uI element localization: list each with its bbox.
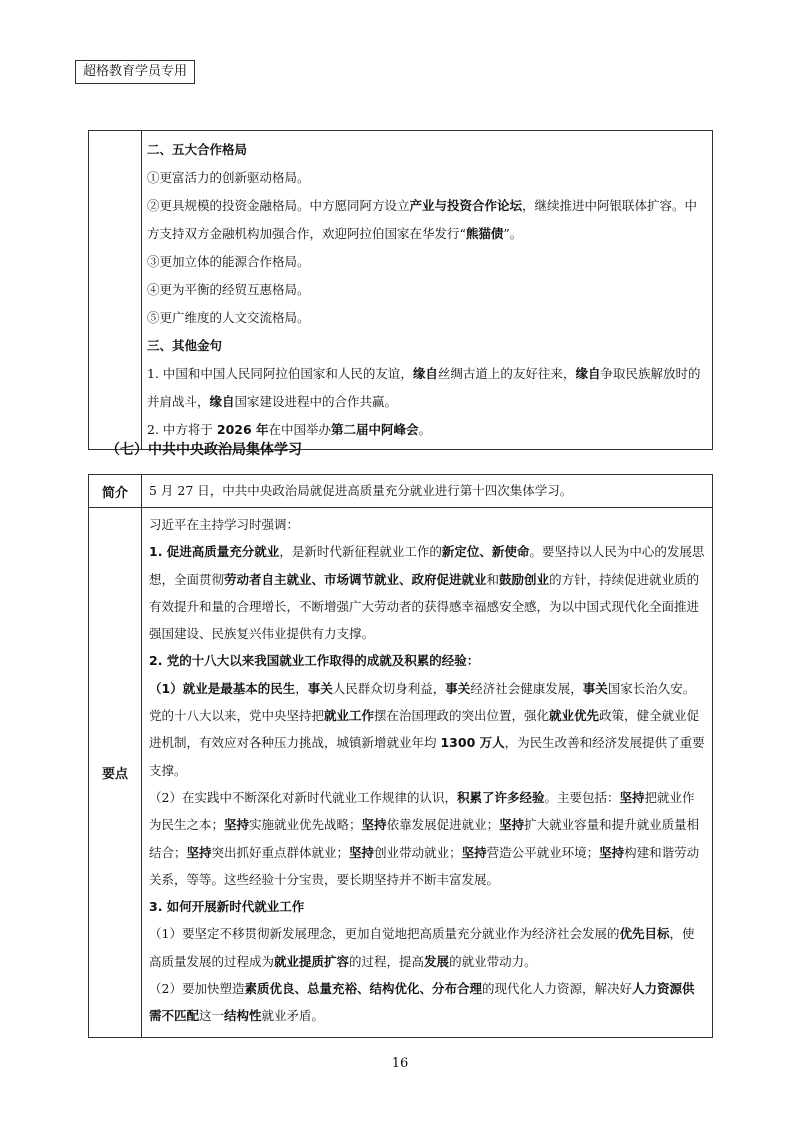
heading-other-quotes: 三、其他金句	[147, 338, 223, 353]
point-2-heading: 2. 党的十八大以来我国就业工作取得的成就及积累的经验：	[149, 653, 480, 669]
point-3-heading: 3. 如何开展新时代就业工作	[149, 899, 305, 915]
page-number: 16	[391, 1056, 409, 1071]
pattern-2: ②更具规模的投资金融格局。中方愿同阿方设立产业与投资合作论坛，继续推进中阿银联体扩容。中方支持双方金融机构加强合作，欢迎阿拉伯国家在华发行“熊猫债”。	[147, 198, 698, 241]
point-3-1: （1）要坚定不移贯彻新发展理念，更加自觉地把高质量充分就业作为经济社会发展的优先目标，使高质量发展的过程成为就业提质扩容的过程，提高发展的就业带动力。	[149, 926, 695, 969]
main-cell	[142, 508, 713, 1038]
point-2-1: （1）就业是最基本的民生，事关人民群众切身利益，事关经济社会健康发展，事关国家长治久安。党的十八大以来，党中央坚持把就业工作摆在治国理政的突出位置，强化就业优先政策，健全就业促进机制，有效应对各种压力挑战，城镇新增就业年均 1300 万人，为民生改善和经济发展提供了重要支撑。	[149, 680, 705, 778]
point-2-2: （2）在实践中不断深化对新时代就业工作规律的认识，积累了许多经验。主要包括：坚持把就业作为民生之本；坚持实施就业优先战略；坚持依靠发展促进就业；坚持扩大就业容量和提升就业质量相结合；坚持突出抓好重点群体就业；坚持创业带动就业；坚持营造公平就业环境；坚持构建和谐劳动关系，等等。这些经验十分宝贵，要长期坚持并不断丰富发展。	[149, 789, 700, 887]
lead-line: 习近平在主持学习时强调：	[149, 517, 300, 532]
pattern-5: ⑤更广维度的人文交流格局。	[147, 310, 310, 325]
summit-table	[88, 130, 713, 450]
heading-five-patterns: 二、五大合作格局	[147, 142, 248, 157]
intro-label: 简介	[89, 475, 142, 508]
pattern-4: ④更为平衡的经贸互惠格局。	[147, 282, 310, 297]
intro-text: 5 月 27 日，中共中央政治局就促进高质量充分就业进行第十四次集体学习。	[149, 483, 573, 498]
study-table	[88, 474, 713, 1038]
empty-label-cell	[89, 131, 142, 450]
intro-cell	[142, 475, 713, 508]
pattern-3: ③更加立体的能源合作格局。	[147, 254, 310, 269]
point-3-2: （2）要加快塑造素质优良、总量充裕、结构优化、分布合理的现代化人力资源，解决好人力资源供需不匹配这一结构性就业矛盾。	[149, 981, 695, 1024]
quote-2: 2. 中方将于 2026 年在中国举办第二届中阿峰会。	[147, 422, 432, 437]
header-label: 超格教育学员专用	[75, 60, 195, 84]
point-1: 1. 促进高质量充分就业，是新时代新征程就业工作的新定位、新使命。要坚持以人民为中心的发展思想，全面贯彻劳动者自主就业、市场调节就业、政府促进就业和鼓励创业的方针，持续促进就业质的有效提升和量的合理增长，不断增强广大劳动者的获得感幸福感安全感，为以中国式现代化全面推进强国建设、民族复兴伟业提供有力支撑。	[149, 544, 705, 642]
pattern-1: ①更富活力的创新驱动格局。	[147, 170, 310, 185]
section-title: （七）中共中央政治局集体学习	[106, 442, 302, 458]
main-label: 要点	[89, 508, 142, 1038]
quote-1: 1. 中国和中国人民同阿拉伯国家和人民的友谊，缘自丝绸古道上的友好往来，缘自争取民族解放时的并肩战斗，缘自国家建设进程中的合作共赢。	[147, 366, 701, 409]
summit-content-cell	[142, 131, 713, 450]
